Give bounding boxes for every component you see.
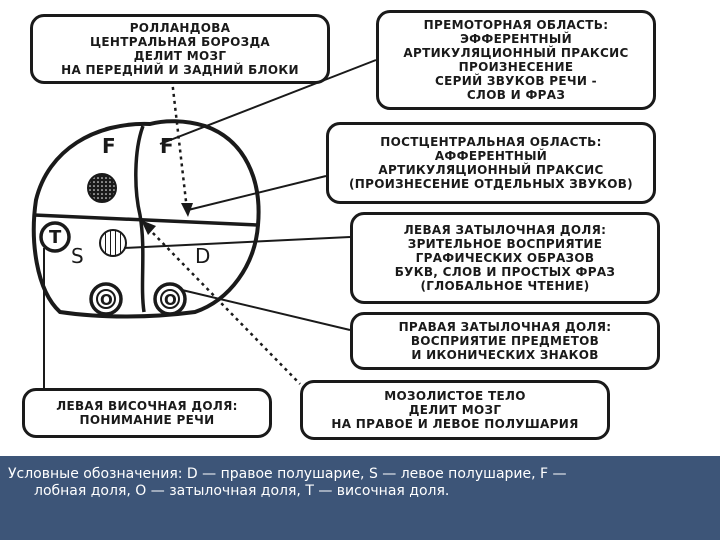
box-postcentral-area xyxy=(326,122,656,204)
legend-line-2: лобная доля, О — затылочная доля, Т — височная доля. xyxy=(34,483,450,499)
box-right-occipital-lobe xyxy=(350,312,660,370)
box-line: ПОНИМАНИЕ РЕЧИ xyxy=(79,413,215,427)
box-line: И ИКОНИЧЕСКИХ ЗНАКОВ xyxy=(411,348,599,362)
box-line: БУКВ, СЛОВ И ПРОСТЫХ ФРАЗ xyxy=(394,265,616,279)
box-line: СЛОВ И ФРАЗ xyxy=(466,88,566,102)
box-line: МОЗОЛИСТОЕ ТЕЛО xyxy=(384,389,526,403)
box-line: (ГЛОБАЛЬНОЕ ЧТЕНИЕ) xyxy=(420,279,590,293)
box-line: ЛЕВАЯ ЗАТЫЛОЧНАЯ ДОЛЯ: xyxy=(403,223,607,237)
rolandic-arrow-line xyxy=(172,80,187,210)
box-rolandic-sulcus xyxy=(30,14,330,84)
box-line: ЭФФЕРЕНТНЫЙ xyxy=(460,32,572,46)
connector-right-occipital xyxy=(182,290,350,330)
label-occipital-left: O xyxy=(100,291,113,309)
box-line: ДЕЛИТ МОЗГ xyxy=(408,403,502,417)
box-line: РОЛЛАНДОВА xyxy=(129,21,231,35)
box-left-temporal-lobe xyxy=(22,388,272,438)
label-right-hemisphere: D xyxy=(195,244,211,268)
box-line: ГРАФИЧЕСКИХ ОБРАЗОВ xyxy=(415,251,595,265)
box-line: ДЕЛИТ МОЗГ xyxy=(133,49,227,63)
box-line: ВОСПРИЯТИЕ ПРЕДМЕТОВ xyxy=(410,334,600,348)
legend-band xyxy=(0,456,720,540)
label-left-hemisphere: S xyxy=(71,244,84,268)
box-line: ЦЕНТРАЛЬНАЯ БОРОЗДА xyxy=(89,35,271,49)
postcentral-area xyxy=(100,230,126,256)
box-line: ЗРИТЕЛЬНОЕ ВОСПРИЯТИЕ xyxy=(407,237,603,251)
box-line: (ПРОИЗНЕСЕНИЕ ОТДЕЛЬНЫХ ЗВУКОВ) xyxy=(349,177,633,191)
box-line: АРТИКУЛЯЦИОННЫЙ ПРАКСИС xyxy=(378,163,604,177)
box-line: ПРОИЗНЕСЕНИЕ xyxy=(458,60,574,74)
frontal-speech-area xyxy=(88,174,116,202)
legend-caption xyxy=(8,466,708,500)
label-frontal-right: F xyxy=(160,134,174,158)
box-line: НА ПЕРЕДНИЙ И ЗАДНИЙ БЛОКИ xyxy=(61,63,299,77)
box-left-occipital-lobe xyxy=(350,212,660,304)
box-line: АРТИКУЛЯЦИОННЫЙ ПРАКСИС xyxy=(403,46,629,60)
box-line: НА ПРАВОЕ И ЛЕВОЕ ПОЛУШАРИЯ xyxy=(331,417,579,431)
box-line: СЕРИЙ ЗВУКОВ РЕЧИ - xyxy=(435,74,597,88)
label-occipital-right: O xyxy=(164,291,177,309)
legend-line-1: Условные обозначения: D — правое полушарие, S — левое полушарие, F — xyxy=(8,466,567,482)
box-line: ПРАВАЯ ЗАТЫЛОЧНАЯ ДОЛЯ: xyxy=(398,320,612,334)
box-line: ПРЕМОТОРНАЯ ОБЛАСТЬ: xyxy=(423,18,609,32)
label-frontal-left: F xyxy=(102,134,116,158)
box-line: АФФЕРЕНТНЫЙ xyxy=(434,149,548,163)
box-corpus-callosum xyxy=(300,380,610,440)
box-line: ЛЕВАЯ ВИСОЧНАЯ ДОЛЯ: xyxy=(56,399,238,413)
label-temporal: T xyxy=(49,227,62,248)
box-premotor-area xyxy=(376,10,656,110)
box-line: ПОСТЦЕНТРАЛЬНАЯ ОБЛАСТЬ: xyxy=(380,135,602,149)
